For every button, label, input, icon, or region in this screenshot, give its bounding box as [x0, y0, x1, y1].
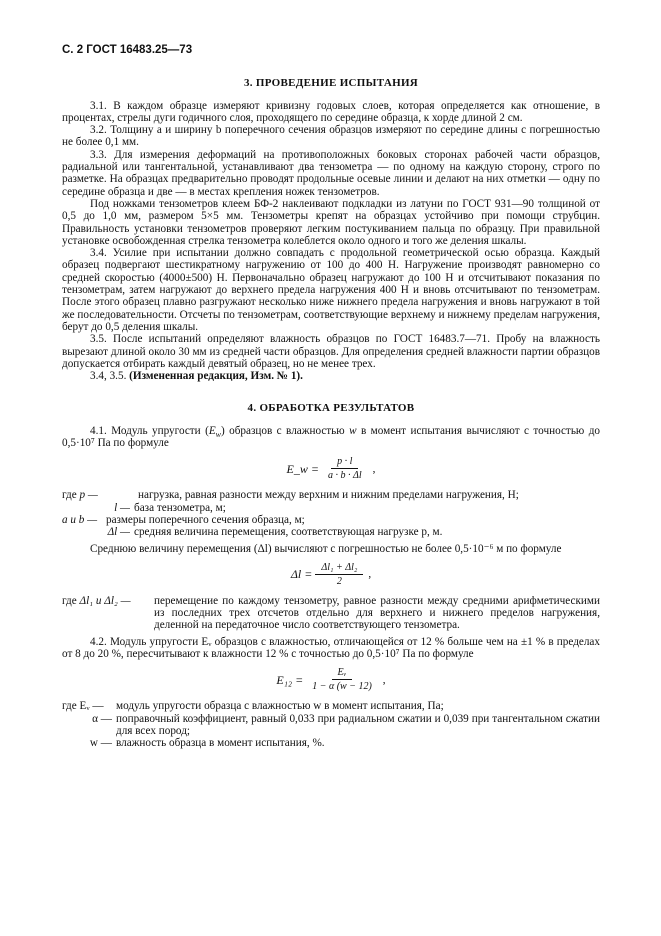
formula-e12-numerator: Eᵥ: [332, 667, 353, 680]
document-page: [62, 44, 600, 749]
definition-row: [62, 526, 600, 538]
p41-c: в момент испытания вычисляют с точностью до 0,5·10⁷ Па по формуле: [62, 424, 600, 450]
definition-row: [62, 737, 600, 749]
definition-desc: средняя величина перемещения, соответствующая нагрузке p, м.: [134, 526, 443, 539]
formula-ew: [62, 456, 600, 481]
p41-b: образцов с влажностью: [229, 424, 345, 437]
page-header: С. 2 ГОСТ 16483.25—73: [62, 44, 193, 56]
formula-e12-denominator: 1 − α (w − 12): [312, 681, 372, 693]
paragraph-4-2: 4.2. Модуль упругости Eᵥ образцов с влажностью, отличающейся от 12 % больше чем на ±1 % в пределах от 8 до 20 %, пересчитывают к влажности 12 % с точностью до 0,5·10⁷ Па по формуле: [62, 635, 600, 660]
definition-term: где Eᵥ —: [62, 700, 104, 713]
definition-term-dl: Δl —: [107, 526, 130, 539]
edition-note-prefix: 3.4, 3.5.: [90, 370, 127, 383]
formula-e12: [62, 667, 600, 692]
formula-ew-lhs: E_w =: [286, 461, 319, 476]
definition-row: [62, 489, 600, 501]
w-symbol: w: [349, 424, 357, 437]
formula-e12-fraction: [306, 667, 378, 692]
formula-dl-numerator: Δl₁ + Δl₂: [315, 562, 363, 575]
definition-term: α —: [92, 712, 112, 725]
where-word: где: [62, 489, 77, 502]
definition-term: [62, 595, 154, 632]
paragraph-3-3b: Под ножками тензометров клеем БФ-2 наклеивают подкладки из латуни по ГОСТ 931—90 толщиной от 0,5 до 1,0 мм, размером 5×5 мм. Тензометры крепят на образцах устойчиво при помощи струбцин. Правильность установки тензометров проверяют легким постукиванием пальца по образцу. При правильной установке освобожденная стрелка тензометра колеблется около одного и того же деления шкалы.: [62, 197, 600, 247]
definition-term-l: l —: [114, 501, 130, 514]
section-4-title: 4. ОБРАБОТКА РЕЗУЛЬТАТОВ: [247, 402, 415, 415]
p41-a: 4.1. Модуль упругости: [90, 424, 201, 437]
paragraph-3-2: 3.2. Толщину а и ширину b поперечного сечения образцов измеряют по середине длины с погрешностью не более 0,1 мм.: [62, 124, 600, 149]
definition-row: [62, 502, 600, 514]
definition-term: [62, 514, 106, 526]
ew-symbol: $E_w$: [208, 424, 221, 439]
definition-term-p: p —: [79, 489, 98, 502]
definition-term: [62, 502, 134, 514]
formula-ew-fraction: [322, 456, 368, 481]
formula-e12-lhs: E₁₂ =: [276, 672, 304, 687]
formula-dl-lhs: Δl =: [290, 567, 313, 582]
section-3-title: 3. ПРОВЕДЕНИЕ ИСПЫТАНИЯ: [243, 77, 419, 90]
definition-desc: нагрузка, равная разности между верхним и нижним пределами нагружения, Н;: [138, 489, 519, 502]
formula-dl: [62, 562, 600, 587]
definition-term: w —: [89, 737, 112, 750]
paragraph-mean-displacement: Среднюю величину перемещения (Δl) вычисляют с погрешностью не более 0,5·10⁻⁶ м по формуле: [90, 542, 562, 555]
definition-row: [62, 713, 600, 738]
formula-e12-comma: ,: [382, 673, 386, 686]
formula-ew-numerator: p · l: [331, 456, 358, 469]
formula-ew-comma: ,: [372, 462, 376, 475]
formula-dl-comma: ,: [368, 568, 372, 581]
paragraph-3-1: 3.1. В каждом образце измеряют кривизну годовых слоев, которая определяется как отношение, в процентах, стрелы дуги годичного слоя, проходящего по середине образца, к хорде длиной 2 см.: [62, 99, 600, 124]
definition-term-dl12: Δl₁ и Δl₂ —: [79, 594, 131, 607]
edition-note: [62, 370, 600, 382]
definition-desc: база тензометра, м;: [134, 501, 226, 514]
definition-desc: перемещение по каждому тензометру, равное разности между средними арифметическими из последних трех отсчетов отдельно для верхнего и нижнего пределов нагружения, деленной на передаточное число соответствующего тензометра.: [154, 594, 600, 632]
formula-dl-denominator: 2: [336, 575, 342, 587]
definition-term: [62, 526, 134, 538]
definition-desc: поправочный коэффициент, равный 0,033 при радиальном сжатии и 0,039 при тангентальном сжатии для всех пород;: [116, 712, 600, 737]
paragraph-3-3: 3.3. Для измерения деформаций на противоположных боковых сторонах рабочей части образцов, радиальной или тангентальной, устанавливают два тензометра — по одному на каждую сторону, строго по разметке. На образцах предварительно проводят продольные осевые линии и делают на них отметки — одну по середине образца и две — в местах крепления ножек тензометров.: [62, 148, 600, 198]
definition-desc: размеры поперечного сечения образца, м;: [106, 513, 305, 526]
formula-dl-fraction: [315, 562, 363, 587]
definition-term-ab: a и b —: [62, 513, 98, 526]
definition-desc: влажность образца в момент испытания, %.: [116, 737, 325, 750]
definition-term: [62, 489, 138, 501]
formula-ew-denominator: a · b · Δl: [327, 470, 362, 482]
definition-desc: модуль упругости образца с влажностью w в момент испытания, Па;: [116, 700, 444, 713]
paragraph-3-5: 3.5. После испытаний определяют влажность образцов по ГОСТ 16483.7—71. Пробу на влажность вырезают длиной около 30 мм из средней части образцов. Для определения средней влажности партии образцов допускается отбирать каждый девятый образец, но не менее трех.: [62, 333, 600, 370]
definition-row: [62, 514, 600, 526]
definitions-3: [62, 700, 600, 749]
definitions-1: [62, 489, 600, 538]
definition-row-dl12: [62, 595, 600, 632]
paragraph-4-1: 4.1. Модуль упругости $(E_w)$ образцов с влажностью w в момент испытания вычисляют с точностью до 0,5·10⁷ Па по формуле: [62, 424, 600, 450]
where-word: где: [62, 594, 77, 607]
paragraph-3-4: 3.4. Усилие при испытании должно совпадать с продольной геометрической осью образца. Каждый образец подвергают шестикратному нагружению от 100 до 400 Н. Нагружение производят равномерно со средней скоростью (4000±500) Н. Первоначально образец нагружают до 100 Н и отсчитывают показания по тензометрам, затем нагружают до верхнего предела нагружения 400 Н и вновь отсчитывают по тензометрам. После этого образец плавно разгружают несколько ниже нижнего предела нагружения и вновь нагружают в той же последовательности. Отсчеты по тензометрам, соответствующие верхнему и нижнему пределам нагружения, берут до 0,5 деления шкалы.: [62, 247, 600, 333]
definition-row: [62, 700, 600, 712]
edition-note-text: (Измененная редакция, Изм. № 1).: [129, 370, 303, 383]
